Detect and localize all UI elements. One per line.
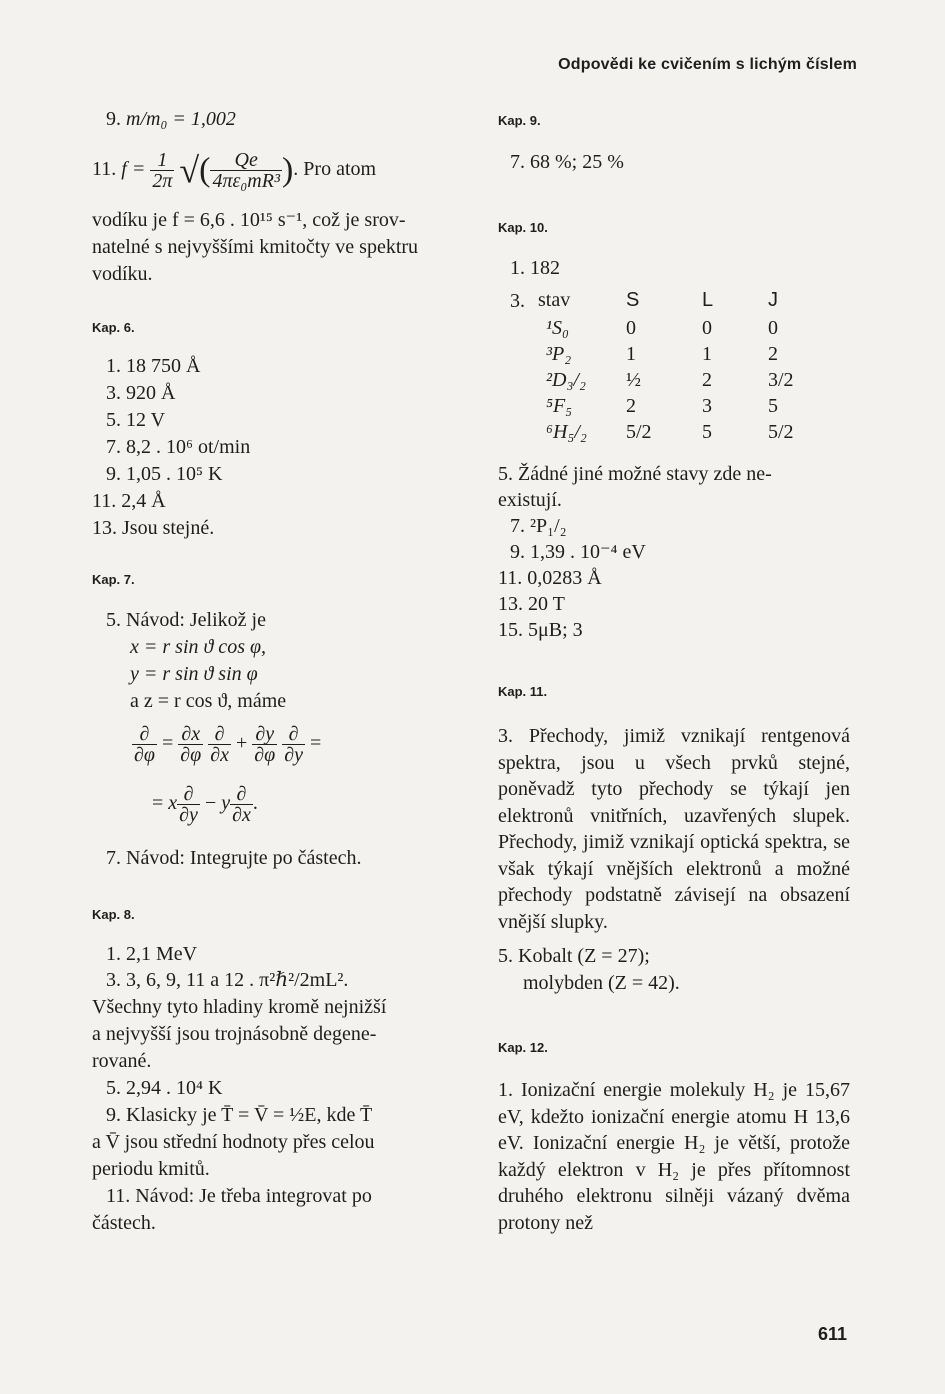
fraction-dy-dphi — [252, 724, 277, 765]
answer-line: 5. Žádné jiné možné stavy zde ne- — [498, 463, 772, 485]
answer-line: 15. 5μB; 3 — [498, 619, 583, 641]
equals: = — [161, 732, 174, 755]
formula-lhs: f = — [121, 158, 146, 181]
chapter-heading: Kap. 8. — [92, 907, 135, 922]
table-header: stav — [538, 289, 571, 311]
answer-line: 9. 1,05 . 10⁵ K — [106, 463, 223, 485]
table-cell: ½ — [626, 369, 641, 391]
answer-line: 9. 1,39 . 10⁻⁴ eV — [510, 541, 646, 563]
table-cell: 3 — [702, 395, 712, 417]
answer-line: 11. 0,0283 Å — [498, 567, 602, 589]
fraction-dx-dphi — [178, 724, 203, 765]
answer-11-formula — [92, 150, 376, 191]
formula-tail: . Pro atom — [293, 158, 377, 181]
chapter-heading: Kap. 9. — [498, 113, 541, 128]
term-symbol-cell: ⁵F₅ — [546, 395, 573, 417]
chapter-heading: Kap. 12. — [498, 1040, 548, 1055]
table-cell: 3/2 — [768, 369, 794, 391]
table-cell: 5/2 — [768, 421, 794, 443]
answer-line: 11. 2,4 Å — [92, 490, 166, 512]
table-cell: 2 — [768, 343, 778, 365]
answer-line: 7. ²P₁/₂ — [510, 515, 567, 537]
term-symbol-cell: ⁶H₅/₂ — [546, 421, 587, 443]
fraction-d-dy — [177, 784, 200, 825]
answer-line: 9. Klasicky je T̄ = V̄ = ½E, kde T̄ — [106, 1104, 373, 1126]
table-header: S — [626, 289, 640, 311]
answer-number: 11. — [92, 158, 117, 181]
term-symbol-cell: ¹S₀ — [546, 317, 569, 339]
answer-line: 7. 68 %; 25 % — [510, 151, 624, 173]
answer-line: částech. — [92, 1212, 156, 1234]
answer-paragraph: 3. Přechody, jimiž vznikají rentgenová spektra, jsou u všech prvků stejné, poněvadž tyto přechody se týkají jen elektronů vnitřních, uzavřených slupek. Přechody, jimiž vznikají optická spektra, se však týkají vnějších elektronů a možné přechody podstatně závisejí na obsazení vnější slupky. — [498, 725, 850, 933]
numerator: 1 — [150, 150, 174, 171]
plus: + — [235, 732, 248, 755]
minus: − — [204, 792, 217, 815]
answer-line: 7. 8,2 . 10⁶ ot/min — [106, 436, 251, 458]
denominator: ∂x — [210, 744, 229, 766]
answer-number: 9. — [106, 108, 121, 130]
answer-line: 3. — [510, 290, 525, 312]
numerator: ∂ — [230, 784, 253, 805]
denominator: ∂y — [284, 744, 303, 766]
table-cell: 5 — [768, 395, 778, 417]
period: . — [252, 792, 258, 815]
answer-paragraph: 1. Ionizační energie molekuly H₂ je 15,67 eV, kdežto ionizační energie atomu H 13,6 eV. Ionizační energie H₂ je větší, protože každý elektron v H₂ je přes přítomnost druhého elektronu silněji vázaný dvěma protony než — [498, 1079, 850, 1234]
derivative-result — [152, 784, 258, 825]
answer-line: 13. 20 T — [498, 593, 565, 615]
answer-line: 13. Jsou stejné. — [92, 517, 215, 539]
answer-line: 1. 18 750 Å — [106, 355, 201, 377]
denominator: ∂φ — [134, 744, 155, 766]
numerator: ∂ — [282, 724, 305, 745]
equation-line: a z = r cos ϑ, máme — [130, 690, 287, 712]
variable-y: y — [221, 792, 231, 815]
answer-11-line: vodíku je f = 6,6 . 10¹⁵ s⁻¹, což je srov- — [92, 209, 406, 231]
answer-line: 5. Kobalt (Z = 27); — [498, 945, 650, 967]
numerator: ∂x — [178, 724, 203, 745]
answer-line: 7. Návod: Integrujte po částech. — [106, 847, 362, 869]
answer-11-line: vodíku. — [92, 263, 153, 285]
running-header: Odpovědi ke cvičením s lichým číslem — [558, 56, 857, 73]
chapter-heading: Kap. 6. — [92, 320, 135, 335]
answer-line: 3. 920 Å — [106, 382, 176, 404]
numerator: ∂ — [208, 724, 231, 745]
fraction-d-dphi — [132, 724, 157, 765]
fraction-qe — [210, 150, 282, 191]
table-cell: 1 — [626, 343, 636, 365]
table-cell: 2 — [702, 369, 712, 391]
denominator: ∂φ — [254, 744, 276, 766]
chapter-heading: Kap. 11. — [498, 684, 548, 699]
variable-x: x — [168, 792, 178, 815]
denominator: ∂x — [232, 804, 251, 826]
table-cell: 2 — [626, 395, 636, 417]
answer-line: rované. — [92, 1050, 152, 1072]
table-cell: 0 — [702, 317, 712, 339]
table-cell: 0 — [626, 317, 636, 339]
answer-line: 5. 12 V — [106, 409, 166, 431]
numerator: Qe — [210, 150, 282, 171]
equation-line: y = r sin ϑ sin φ — [130, 663, 258, 685]
answer-line: periodu kmitů. — [92, 1158, 210, 1180]
answer-line: Všechny tyto hladiny kromě nejnižší — [92, 996, 387, 1018]
numerator: ∂ — [132, 724, 157, 745]
table-header: J — [768, 289, 778, 311]
term-symbol-cell: ³P₂ — [546, 343, 572, 365]
denominator: 2π — [152, 170, 173, 192]
answer-line: 11. Návod: Je třeba integrovat po — [106, 1185, 372, 1207]
term-symbol-table — [538, 289, 838, 459]
fraction-d-dy — [282, 724, 305, 765]
answer-line: 5. Návod: Jelikož je — [106, 609, 266, 631]
equals: = — [152, 792, 164, 815]
table-header: L — [702, 289, 714, 311]
table-cell: 1 — [702, 343, 712, 365]
answer-text: m/m₀ = 1,002 — [126, 108, 236, 130]
answer-line: existují. — [498, 489, 562, 511]
answer-11-line: natelné s nejvyššími kmitočty ve spektru — [92, 236, 419, 258]
answer-line: 5. 2,94 . 10⁴ K — [106, 1077, 223, 1099]
fraction-d-dx — [230, 784, 253, 825]
table-cell: 5/2 — [626, 421, 652, 443]
denominator: ∂y — [179, 804, 198, 826]
table-cell: 5 — [702, 421, 712, 443]
equation-line: x = r sin ϑ cos φ, — [130, 636, 267, 658]
numerator: ∂y — [252, 724, 277, 745]
answer-line: 1. 2,1 MeV — [106, 943, 198, 965]
answer-9 — [106, 107, 236, 131]
sqrt-symbol: √ — [179, 150, 200, 191]
chapter-heading: Kap. 10. — [498, 220, 548, 235]
numerator: ∂ — [177, 784, 200, 805]
paren-open: ( — [199, 151, 211, 189]
fraction-one-over-two-pi — [150, 150, 174, 191]
page-number: 611 — [817, 1324, 847, 1344]
fraction-d-dx — [208, 724, 231, 765]
derivative-equation — [132, 724, 321, 765]
denominator: ∂φ — [180, 744, 202, 766]
equals: = — [309, 732, 322, 755]
denominator: 4πε₀mR³ — [212, 170, 280, 192]
answer-line: 1. 182 — [510, 257, 560, 279]
answer-line: molybden (Z = 42). — [523, 972, 680, 994]
answer-line: a V̄ jsou střední hodnoty přes celou — [92, 1131, 375, 1153]
paren-close: ) — [281, 151, 294, 189]
table-cell: 0 — [768, 317, 778, 339]
answer-line: a nejvyšší jsou trojnásobně degene- — [92, 1023, 377, 1045]
answer-line: 3. 3, 6, 9, 11 a 12 . π²ℏ²/2mL². — [106, 969, 349, 991]
term-symbol-cell: ²D₃/₂ — [546, 369, 586, 391]
chapter-heading: Kap. 7. — [92, 572, 135, 587]
